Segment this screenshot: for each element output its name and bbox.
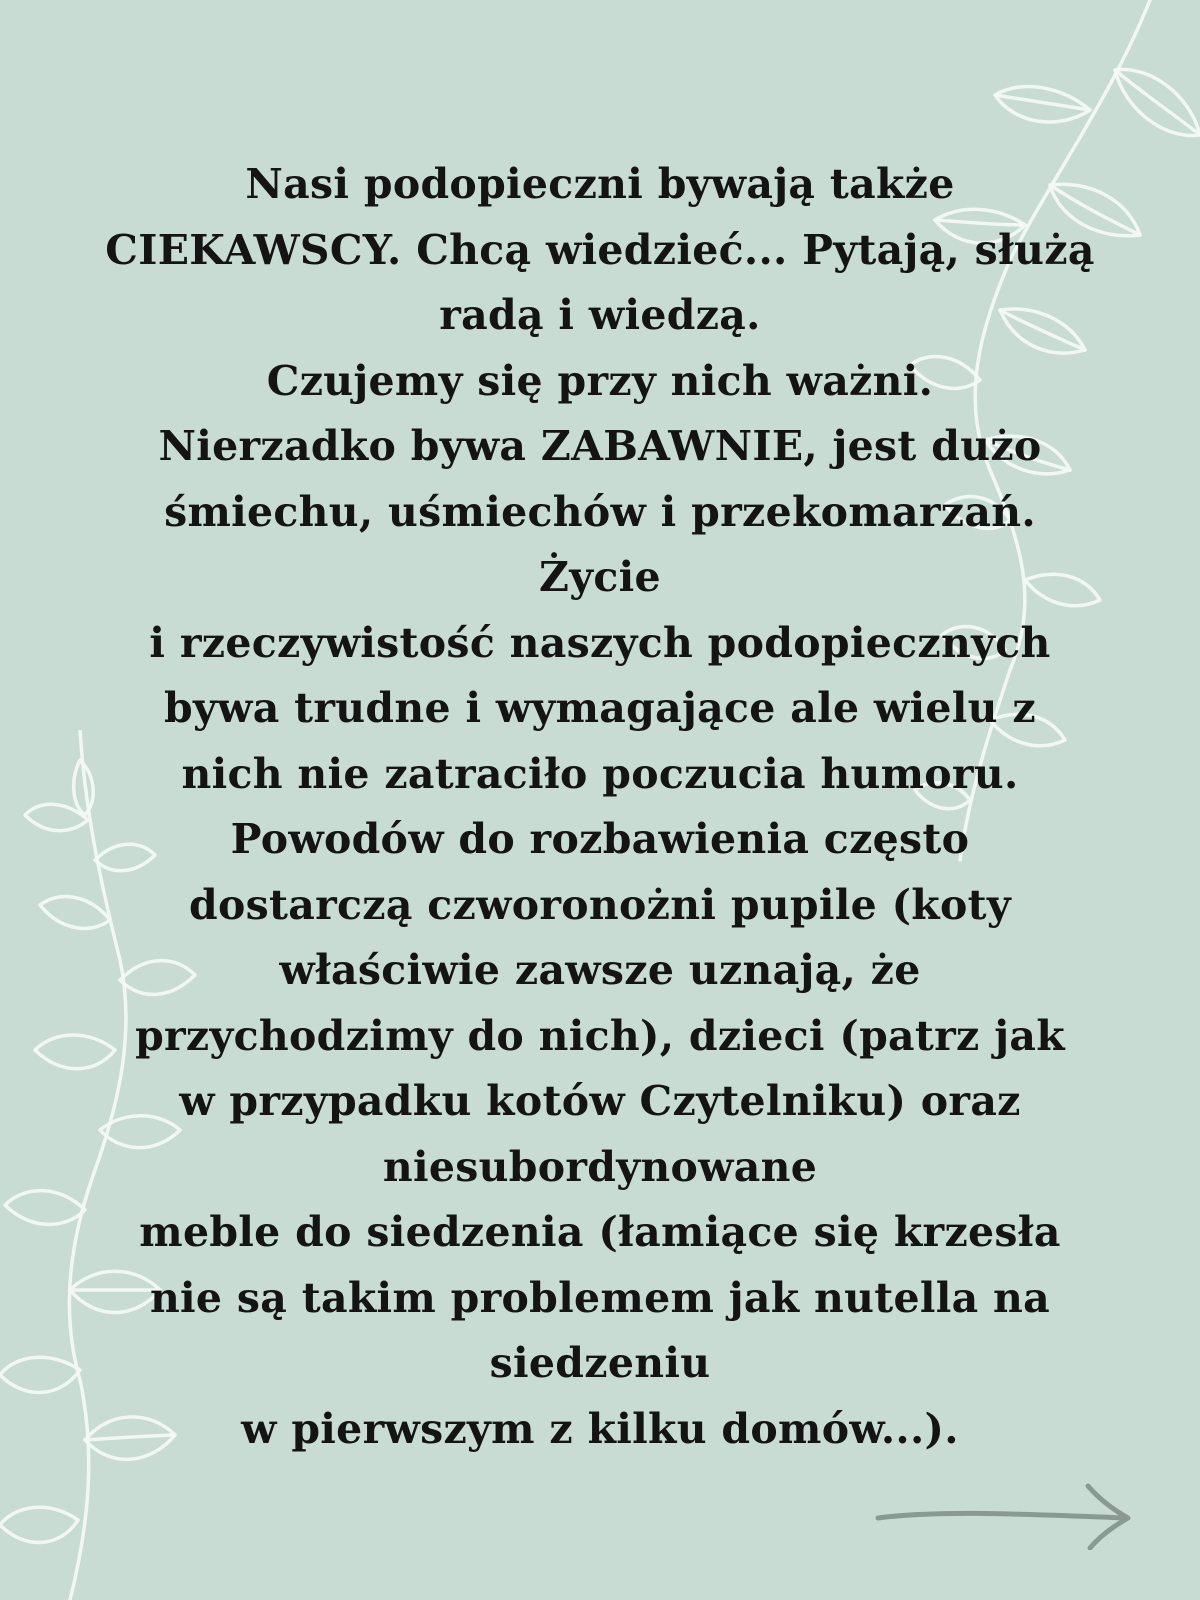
paragraph-line: Życie xyxy=(539,553,661,601)
next-slide-button[interactable] xyxy=(870,1480,1140,1550)
paragraph-line: meble do siedzenia (łamiące się krzesła xyxy=(139,1208,1061,1256)
paragraph-line: radą i wiedzą. xyxy=(439,291,761,339)
paragraph-line: Czujemy się przy nich ważni. xyxy=(266,356,934,405)
paragraph-line: śmiechu, uśmiechów i przekomarzań. xyxy=(164,487,1036,536)
paragraph-line: bywa trudne i wymagające ale wielu z xyxy=(164,684,1036,732)
paragraph-line: właściwie zawsze uznają, że xyxy=(279,946,921,994)
paragraph-line: Nasi podopieczni bywają także xyxy=(245,160,955,208)
paragraph-line: Powodów do rozbawienia często xyxy=(230,815,970,863)
paragraph-line: przychodzimy do nich), dzieci (patrz jak xyxy=(135,1011,1065,1060)
paragraph-line: CIEKAWSCY. Chcą wiedzieć... Pytają, służą xyxy=(105,225,1095,274)
paragraph-line: niesubordynowane xyxy=(382,1142,818,1191)
arrow-right-icon xyxy=(870,1480,1140,1550)
paragraph-line: siedzeniu xyxy=(489,1339,711,1387)
paragraph-line: i rzeczywistość naszych podopiecznych xyxy=(149,618,1051,667)
paragraph-line: w przypadku kotów Czytelniku) oraz xyxy=(179,1077,1021,1125)
paragraph-line: Nierzadko bywa ZABAWNIE, jest dużo xyxy=(158,422,1042,470)
main-paragraph xyxy=(60,152,1140,1462)
paragraph-line: dostarczą czworonożni pupile (koty xyxy=(189,880,1011,929)
paragraph-line: nie są takim problemem jak nutella na xyxy=(149,1273,1051,1322)
paragraph-line: nich nie zatraciło poczucia humoru. xyxy=(181,749,1019,798)
paragraph-line: w pierwszym z kilku domów...). xyxy=(241,1404,959,1453)
